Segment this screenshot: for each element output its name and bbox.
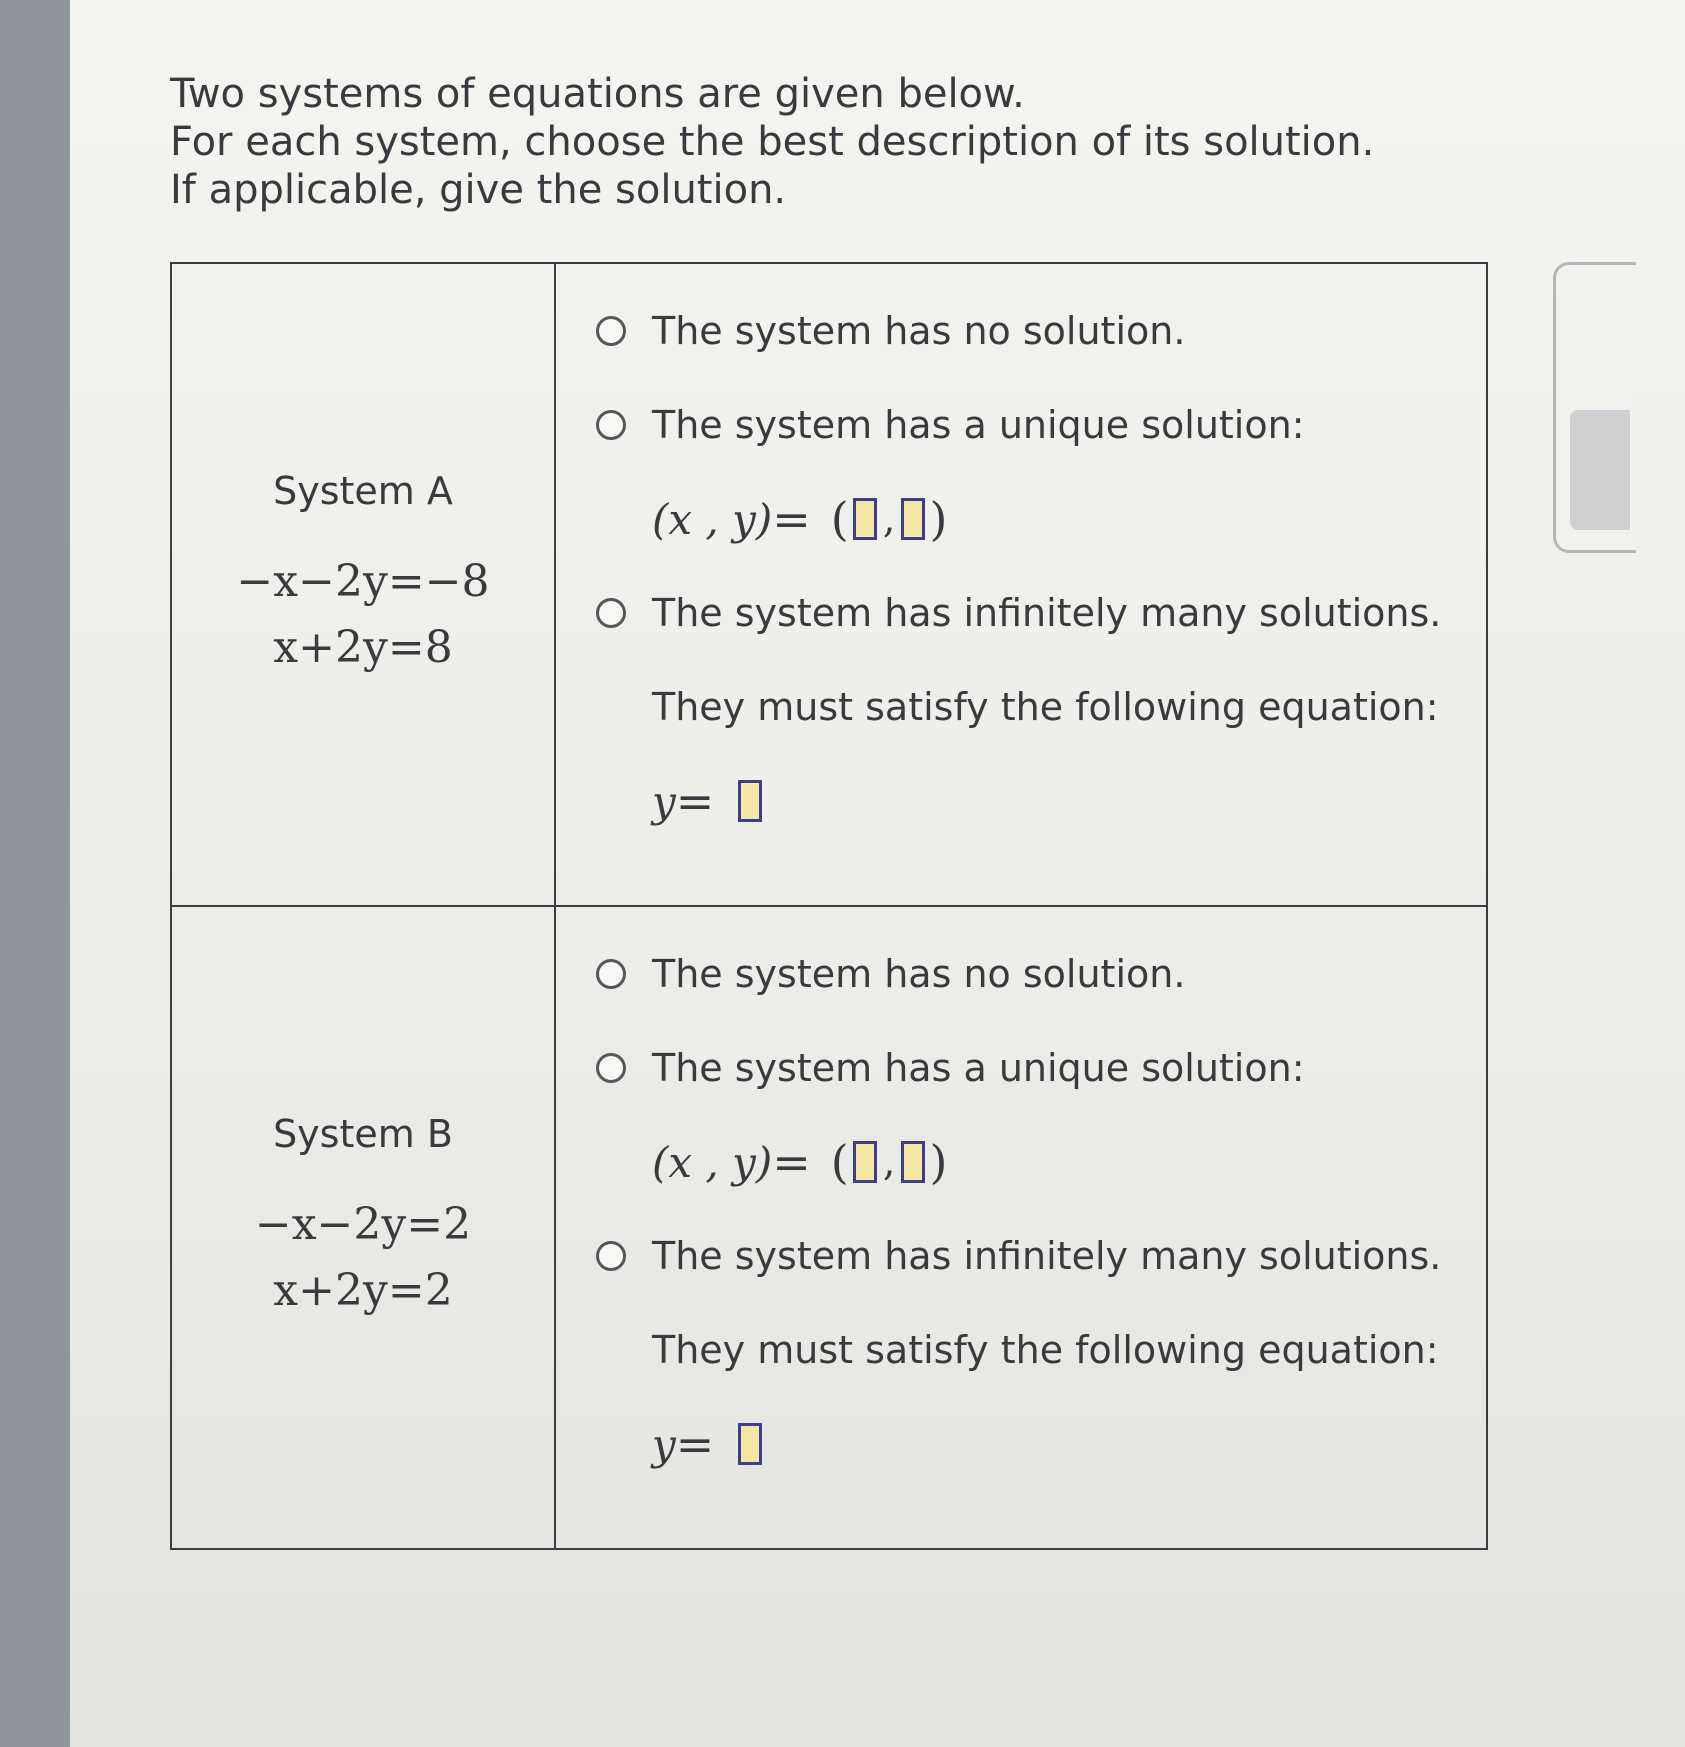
radio-button[interactable]	[596, 1241, 626, 1271]
instruction-line-3: If applicable, give the solution.	[170, 167, 787, 213]
system-a-option-unique[interactable]	[596, 398, 1486, 452]
system-b-title: System B	[273, 1112, 453, 1156]
instruction-line-1: Two systems of equations are given below.	[170, 71, 1025, 117]
y-equation-answer-box[interactable]	[738, 780, 762, 822]
side-panel-handle[interactable]	[1570, 410, 1630, 530]
system-a-equation-1: −x−2y=−8	[236, 556, 490, 607]
system-b-equation-2: x+2y=2	[273, 1265, 453, 1316]
system-a-options	[555, 263, 1487, 906]
y-equation-answer-box[interactable]	[738, 1423, 762, 1465]
system-a-option-no-solution[interactable]	[596, 304, 1486, 358]
equals-sign: =	[772, 1135, 811, 1189]
systems-table	[170, 262, 1488, 1550]
system-b-option-unique[interactable]	[596, 1041, 1486, 1095]
system-b-option-no-solution[interactable]	[596, 947, 1486, 1001]
system-a-row	[171, 263, 1487, 906]
system-b-unique-answer	[652, 1135, 1486, 1189]
instructions	[170, 70, 1470, 214]
equals-sign: =	[772, 492, 811, 546]
y-label: y	[652, 1419, 676, 1469]
comma: ,	[882, 1139, 896, 1185]
option-label: The system has a unique solution:	[652, 1046, 1305, 1090]
system-b-row	[171, 906, 1487, 1549]
system-a-cell	[171, 263, 555, 906]
radio-button[interactable]	[596, 316, 626, 346]
radio-button[interactable]	[596, 959, 626, 989]
system-a-title: System A	[273, 469, 453, 513]
system-b-cell	[171, 906, 555, 1549]
system-a-equation-2: x+2y=8	[273, 622, 453, 673]
open-paren: (	[830, 492, 849, 546]
open-paren: (	[830, 1135, 849, 1189]
system-b-options	[555, 906, 1487, 1549]
x-answer-box[interactable]	[853, 498, 877, 540]
xy-label: (x , y)	[652, 494, 773, 544]
radio-button[interactable]	[596, 1053, 626, 1083]
system-a-satisfy-text	[652, 680, 1486, 734]
xy-label: (x , y)	[652, 1137, 773, 1187]
x-answer-box[interactable]	[853, 1141, 877, 1183]
comma: ,	[882, 496, 896, 542]
system-b-option-infinite[interactable]	[596, 1229, 1486, 1283]
option-label: The system has a unique solution:	[652, 403, 1305, 447]
system-a-unique-answer	[652, 492, 1486, 546]
y-label: y	[652, 776, 676, 826]
radio-button[interactable]	[596, 598, 626, 628]
system-b-satisfy-text	[652, 1323, 1486, 1377]
satisfy-label: They must satisfy the following equation:	[652, 685, 1439, 729]
option-label: The system has infinitely many solutions.	[652, 591, 1442, 635]
radio-button[interactable]	[596, 410, 626, 440]
close-paren: )	[929, 1135, 948, 1189]
y-answer-box[interactable]	[901, 1141, 925, 1183]
option-label: The system has infinitely many solutions.	[652, 1234, 1442, 1278]
option-label: The system has no solution.	[652, 309, 1186, 353]
system-a-y-answer	[652, 774, 1486, 828]
satisfy-label: They must satisfy the following equation:	[652, 1328, 1439, 1372]
y-answer-box[interactable]	[901, 498, 925, 540]
close-paren: )	[929, 492, 948, 546]
system-a-option-infinite[interactable]	[596, 586, 1486, 640]
system-b-equation-1: −x−2y=2	[254, 1199, 472, 1250]
option-label: The system has no solution.	[652, 952, 1186, 996]
equals-sign: =	[675, 1417, 715, 1471]
system-b-y-answer	[652, 1417, 1486, 1471]
equals-sign: =	[675, 774, 715, 828]
instruction-line-2: For each system, choose the best description of its solution.	[170, 119, 1375, 165]
